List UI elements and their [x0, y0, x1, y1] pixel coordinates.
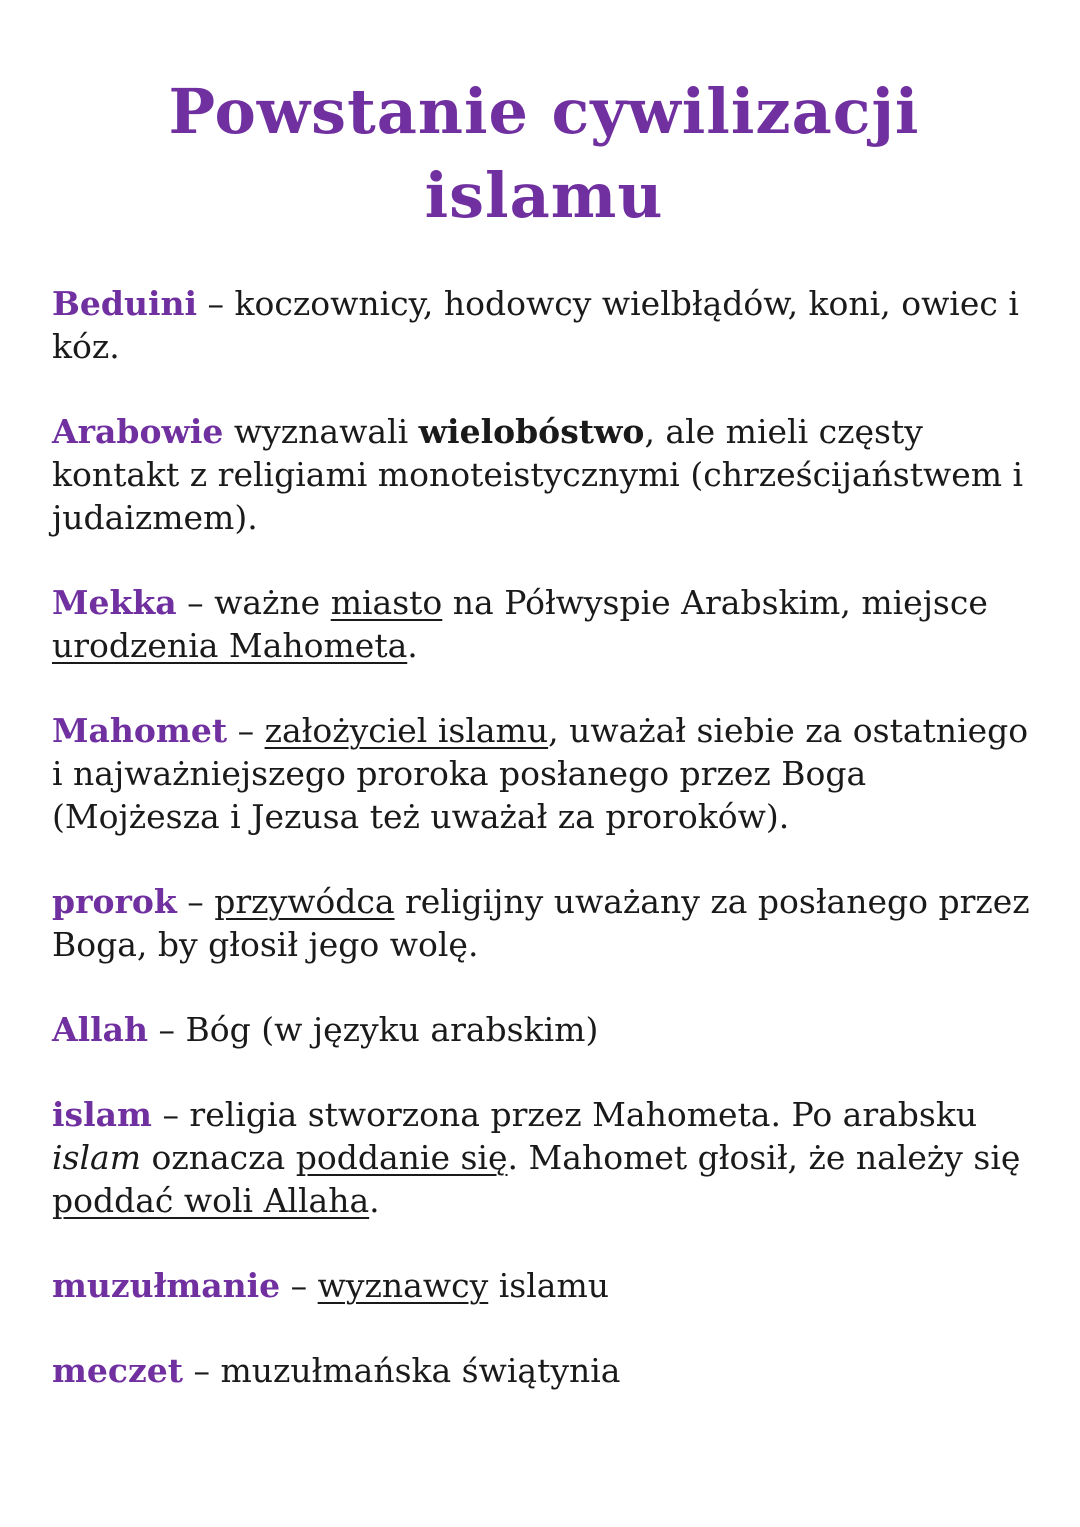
definition-part: , ale mieli częsty kontakt z religiami monoteistycznymi (chrześcijaństwem i judaizmem).: [52, 412, 1024, 537]
bold-phrase: wielobóstwo: [418, 412, 645, 451]
term: Allah: [52, 1010, 149, 1049]
page-title: [52, 70, 1036, 238]
title-line-2: islamu: [424, 159, 664, 232]
definition-part: wyznawali: [223, 412, 419, 451]
definition-part: – religia stworzona przez Mahometa. Po arabsku: [151, 1095, 978, 1134]
entry-mahomet: [52, 709, 1036, 838]
underlined-phrase: poddanie się: [295, 1138, 508, 1177]
definition-part: .: [369, 1181, 380, 1220]
definition-part: na Półwyspie Arabskim, miejsce: [442, 583, 988, 622]
entry-allah: [52, 1008, 1036, 1051]
underlined-phrase: poddać woli Allaha: [52, 1181, 370, 1220]
entry-meczet: [52, 1349, 1036, 1392]
entry-mekka: [52, 581, 1036, 667]
underlined-phrase: wyznawcy: [317, 1266, 489, 1305]
definition-part: , uważał siebie za ostatniego i najważniejszego proroka posłanego przez Boga (Mojżesza i Jezusa też uważał za proroków).: [52, 711, 1029, 836]
term: prorok: [52, 882, 177, 921]
definition-part: religijny uważany za posłanego przez Boga, by głosił jego wolę.: [52, 882, 1030, 964]
definition-part: oznacza: [141, 1138, 296, 1177]
italic-word: islam: [52, 1138, 142, 1177]
entry-arabowie: [52, 410, 1036, 539]
term: muzułmanie: [52, 1266, 281, 1305]
underlined-phrase: założyciel islamu: [264, 711, 549, 750]
underlined-phrase: miasto: [330, 583, 443, 622]
definition-part: . Mahomet głosił, że należy się: [507, 1138, 1021, 1177]
definition-part: –: [176, 882, 215, 921]
definition: – koczownicy, hodowcy wielbłądów, koni, owiec i kóz.: [52, 284, 1019, 366]
entry-beduini: [52, 282, 1036, 368]
term: islam: [52, 1095, 152, 1134]
underlined-phrase: przywódca: [214, 882, 395, 921]
definition-part: –: [227, 711, 265, 750]
term: Mekka: [52, 583, 177, 622]
definition: – muzułmańska świątynia: [183, 1351, 621, 1390]
definition-part: .: [407, 626, 418, 665]
definition-part: – ważne: [176, 583, 331, 622]
underlined-phrase: urodzenia Mahometa: [52, 626, 408, 665]
definition: – Bóg (w języku arabskim): [148, 1010, 599, 1049]
title-line-1: Powstanie cywilizacji: [168, 75, 920, 148]
definition-part: –: [280, 1266, 318, 1305]
entry-muzulmanie: [52, 1264, 1036, 1307]
term: Beduini: [52, 284, 198, 323]
entry-islam: [52, 1093, 1036, 1222]
definition-part: islamu: [488, 1266, 609, 1305]
term: meczet: [52, 1351, 183, 1390]
entry-prorok: [52, 880, 1036, 966]
term: Mahomet: [52, 711, 228, 750]
term: Arabowie: [52, 412, 224, 451]
